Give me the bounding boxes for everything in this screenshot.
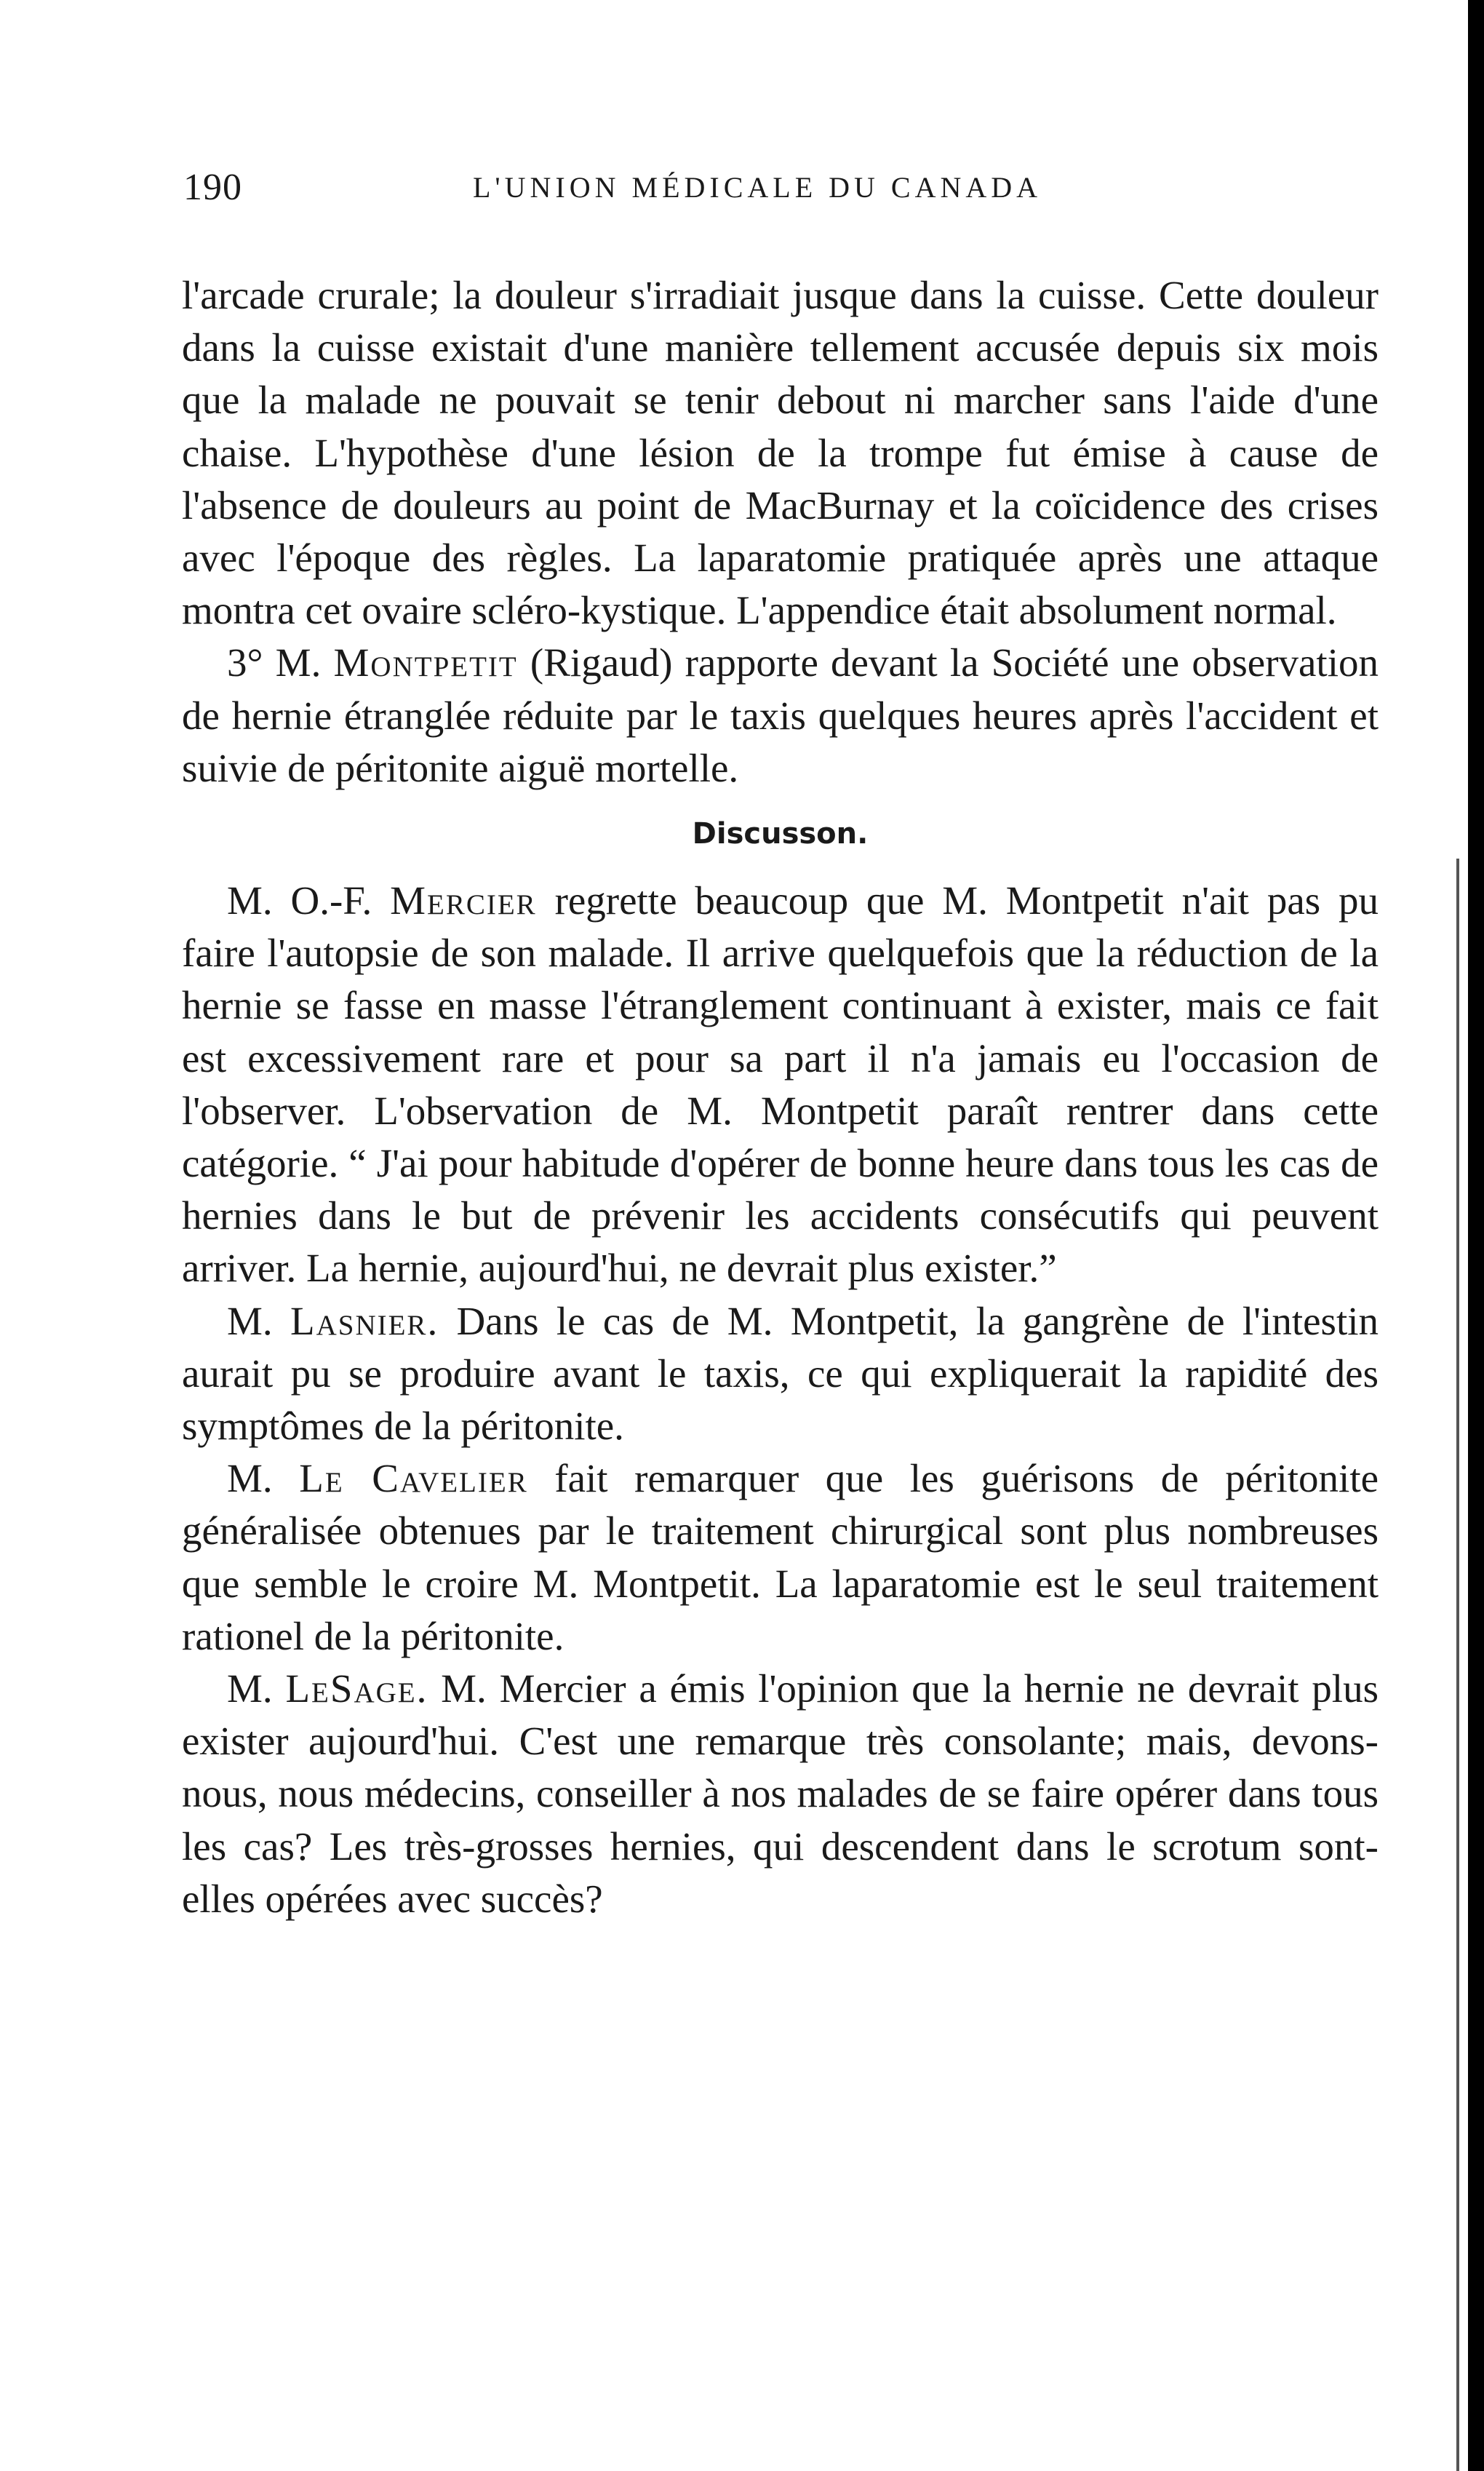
paragraph-text: M. Mercier a émis l'opinion que la hernie ne devrait plus exister aujourd'hui. C'est une remarque très consolante; mais, devons-nous, nous médecins, conseiller à nos malades de se faire opérer dans tous les cas? Les très-grosses hernies, qui descendent dans le scrotum sont-elles opérées avec succès? <box>182 1666 1379 1921</box>
page-header <box>175 166 1382 217</box>
body-text <box>182 269 1379 1925</box>
speaker-name: Le Cavelier <box>299 1456 528 1501</box>
speaker-name: Mercier <box>390 878 537 923</box>
paragraph-le-cavelier <box>182 1452 1379 1663</box>
paragraph-lead: M. <box>227 1666 273 1711</box>
paragraph-lead: 3° M. <box>227 640 322 685</box>
section-heading: Discusson. <box>692 817 869 851</box>
paragraph-lead: M. <box>227 1298 273 1343</box>
speaker-name: Montpetit <box>333 640 518 685</box>
paragraph-montpetit <box>182 637 1379 795</box>
paragraph-text: fait remarquer que les guérisons de péritonite généralisée obtenues par le traitement chirurgical sont plus nombreuses que semble le croire M. Montpetit. La laparatomie est le seul traitement rationel de la péritonite. <box>182 1456 1379 1658</box>
paragraph-mercier <box>182 875 1379 1295</box>
paragraph-text: regrette beaucoup que M. Montpetit n'ait pas pu faire l'autopsie de son malade. Il arrive quelquefois que la réduction de la hernie se fasse en masse l'étranglement continuant à exister, mais ce fait est excessivement rare et pour sa part il n'a jamais eu l'occasion de l'observer. L'observation de M. Montpetit paraît rentrer dans cette catégorie. “ J'ai pour habitude d'opérer de bonne heure dans tous les cas de hernies dans le but de prévenir les accidents consécutifs qui peuvent arriver. La hernie, aujourd'hui, ne devrait plus exister.” <box>182 878 1379 1291</box>
page-binding-shadow <box>1456 859 1459 2471</box>
speaker-name: Lasnier. <box>290 1298 439 1343</box>
paragraph-lead: M. O.-F. <box>227 878 372 923</box>
paragraph-text: l'arcade crurale; la douleur s'irradiait jusque dans la cuisse. Cette douleur dans la cuisse existait d'une manière tellement accusée depuis six mois que la malade ne pouvait se tenir debout ni marcher sans l'aide d'une chaise. L'hypothèse d'une lésion de la trompe fut émise à cause de l'absence de douleurs au point de MacBurnay et la coïcidence des crises avec l'époque des règles. La laparatomie pratiquée après une attaque montra cet ovaire scléro-kystique. L'appendice était absolument normal. <box>182 273 1379 633</box>
paragraph-text: (Rigaud) rapporte devant la Société une observation de hernie étranglée réduite par le taxis quelques heures après l'accident et suivie de péritonite aiguë mortelle. <box>182 640 1379 790</box>
paragraph-lasnier <box>182 1295 1379 1453</box>
paragraph-text: Dans le cas de M. Montpetit, la gangrène de l'intestin aurait pu se produire avant le taxis, ce qui expliquerait la rapidité des symptômes de la péritonite. <box>182 1298 1379 1449</box>
paragraph-lead: M. <box>227 1456 273 1501</box>
paragraph-lesage <box>182 1663 1379 1925</box>
paragraph-continuation <box>182 269 1379 637</box>
page-number: 190 <box>183 167 242 208</box>
page-binding-edge <box>1468 0 1484 2471</box>
speaker-name: LeSage. <box>285 1666 428 1711</box>
running-head: L'UNION MÉDICALE DU CANADA <box>473 171 1042 204</box>
